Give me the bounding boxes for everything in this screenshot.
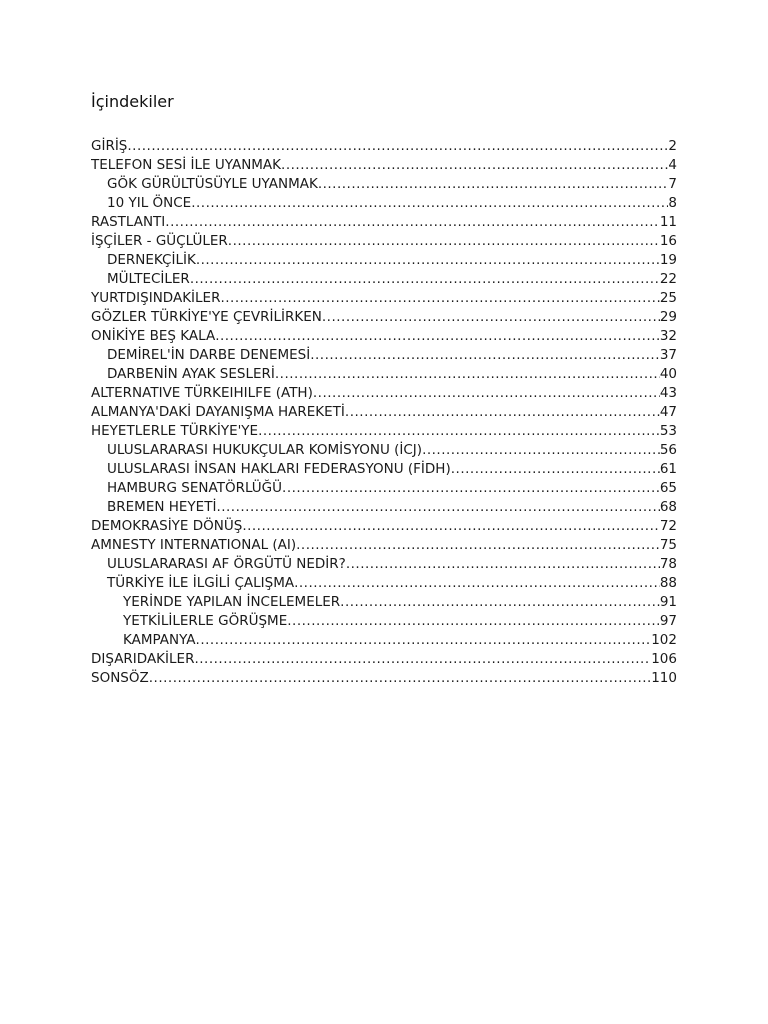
dot-leader (340, 593, 660, 612)
dot-leader (196, 251, 660, 270)
dot-leader (345, 403, 660, 422)
dot-leader (127, 137, 668, 156)
dot-leader (294, 574, 660, 593)
dot-leader (310, 346, 660, 365)
toc-entry[interactable] (91, 327, 677, 346)
table-of-contents (91, 137, 677, 688)
toc-entry[interactable] (91, 232, 677, 251)
toc-title: İçindekiler (91, 92, 174, 111)
toc-entry-page-number: 106 (651, 651, 677, 667)
toc-entry-title: YERİNDE YAPILAN İNCELEMELER (123, 594, 341, 610)
toc-entry[interactable] (91, 669, 677, 688)
toc-entry-title: ULUSLARASI İNSAN HAKLARI FEDERASYONU (FİDH) (107, 461, 451, 477)
toc-entry[interactable] (91, 612, 677, 631)
toc-entry[interactable] (91, 270, 677, 289)
toc-entry-page-number: 78 (659, 556, 677, 572)
toc-entry-page-number: 29 (659, 309, 677, 325)
toc-entry-page-number: 110 (651, 670, 677, 686)
toc-entry-page-number: 53 (659, 423, 677, 439)
toc-entry-page-number: 11 (659, 214, 677, 230)
toc-entry-title: HEYETLERLE TÜRKİYE'YE (91, 423, 259, 439)
toc-entry-page-number: 7 (668, 176, 677, 192)
toc-entry-title: ULUSLARARASI AF ÖRGÜTÜ NEDİR? (107, 556, 346, 572)
toc-entry[interactable] (91, 384, 677, 403)
toc-entry-title: HAMBURG SENATÖRLÜĞÜ (107, 480, 283, 496)
toc-entry-title: AMNESTY INTERNATIONAL (AI) (91, 537, 297, 553)
toc-entry[interactable] (91, 403, 677, 422)
toc-entry-page-number: 16 (659, 233, 677, 249)
toc-entry-page-number: 37 (659, 347, 677, 363)
toc-entry[interactable] (91, 308, 677, 327)
toc-entry-title: İŞÇİLER - GÜÇLÜLER (91, 233, 228, 249)
toc-entry-page-number: 56 (659, 442, 677, 458)
toc-entry-title: DERNEKÇİLİK (107, 252, 196, 268)
dot-leader (282, 479, 660, 498)
toc-entry-page-number: 32 (659, 328, 677, 344)
toc-entry[interactable] (91, 346, 677, 365)
toc-entry[interactable] (91, 536, 677, 555)
toc-entry-page-number: 47 (659, 404, 677, 420)
dot-leader (322, 308, 660, 327)
dot-leader (451, 460, 660, 479)
toc-entry-page-number: 4 (668, 157, 677, 173)
toc-entry[interactable] (91, 194, 677, 213)
dot-leader (275, 365, 660, 384)
toc-entry-title: TELEFON SESİ İLE UYANMAK (91, 157, 282, 173)
toc-entry-page-number: 22 (659, 271, 677, 287)
toc-entry-page-number: 88 (659, 575, 677, 591)
toc-entry-title: YURTDIŞINDAKİLER (91, 290, 221, 306)
toc-entry[interactable] (91, 213, 677, 232)
dot-leader (313, 384, 660, 403)
toc-entry-page-number: 2 (668, 138, 677, 154)
dot-leader (228, 232, 660, 251)
dot-leader (346, 555, 660, 574)
toc-entry-title: ALMANYA'DAKİ DAYANIŞMA HAREKETİ (91, 404, 345, 420)
toc-entry-page-number: 61 (659, 461, 677, 477)
toc-entry-title: GÖK GÜRÜLTÜSÜYLE UYANMAK (107, 176, 318, 192)
toc-entry-page-number: 91 (659, 594, 677, 610)
dot-leader (242, 517, 660, 536)
toc-entry-title: BREMEN HEYETİ (107, 499, 217, 515)
toc-entry[interactable] (91, 631, 677, 650)
toc-entry-title: KAMPANYA (123, 632, 196, 648)
toc-entry-title: TÜRKİYE İLE İLGİLİ ÇALIŞMA (107, 575, 295, 591)
toc-entry[interactable] (91, 574, 677, 593)
toc-entry[interactable] (91, 650, 677, 669)
dot-leader (296, 536, 660, 555)
toc-entry-title: 10 YIL ÖNCE (107, 195, 192, 211)
toc-entry-page-number: 68 (659, 499, 677, 515)
dot-leader (191, 194, 668, 213)
toc-entry-page-number: 8 (668, 195, 677, 211)
toc-entry-title: YETKİLİLERLE GÖRÜŞME (123, 613, 288, 629)
dot-leader (318, 175, 669, 194)
dot-leader (149, 669, 651, 688)
toc-entry-title: MÜLTECİLER (107, 271, 190, 287)
toc-entry-title: DARBENİN AYAK SESLERİ (107, 366, 275, 382)
toc-entry-page-number: 102 (651, 632, 677, 648)
dot-leader (220, 289, 659, 308)
toc-entry[interactable] (91, 479, 677, 498)
toc-entry[interactable] (91, 460, 677, 479)
toc-entry[interactable] (91, 422, 677, 441)
toc-entry-title: DEMİREL'İN DARBE DENEMESİ (107, 347, 311, 363)
dot-leader (190, 270, 660, 289)
dot-leader (194, 650, 651, 669)
toc-entry-page-number: 65 (659, 480, 677, 496)
toc-entry[interactable] (91, 365, 677, 384)
toc-entry-title: RASTLANTI (91, 214, 166, 230)
toc-entry[interactable] (91, 156, 677, 175)
dot-leader (287, 612, 660, 631)
toc-entry-page-number: 43 (659, 385, 677, 401)
dot-leader (216, 498, 659, 517)
toc-entry-page-number: 25 (659, 290, 677, 306)
toc-entry-title: SONSÖZ (91, 670, 149, 686)
toc-entry[interactable] (91, 175, 677, 194)
toc-entry[interactable] (91, 498, 677, 517)
toc-entry[interactable] (91, 517, 677, 536)
toc-entry[interactable] (91, 289, 677, 308)
toc-entry[interactable] (91, 137, 677, 156)
toc-entry-title: ULUSLARARASI HUKUKÇULAR KOMİSYONU (İCJ) (107, 442, 423, 458)
toc-entry-page-number: 72 (659, 518, 677, 534)
toc-entry-page-number: 19 (659, 252, 677, 268)
toc-entry[interactable] (91, 593, 677, 612)
dot-leader (215, 327, 660, 346)
toc-entry-title: ALTERNATIVE TÜRKEIHILFE (ATH) (91, 385, 313, 401)
dot-leader (281, 156, 668, 175)
toc-entry-title: GÖZLER TÜRKİYE'YE ÇEVRİLİRKEN (91, 309, 322, 325)
dot-leader (165, 213, 660, 232)
dot-leader (258, 422, 660, 441)
toc-entry-title: DIŞARIDAKİLER (91, 651, 195, 667)
dot-leader (422, 441, 660, 460)
toc-entry[interactable] (91, 441, 677, 460)
toc-entry-title: GİRİŞ (91, 138, 128, 154)
toc-entry-page-number: 97 (659, 613, 677, 629)
toc-entry-title: DEMOKRASİYE DÖNÜŞ (91, 518, 243, 534)
toc-entry[interactable] (91, 251, 677, 270)
dot-leader (196, 631, 652, 650)
toc-entry-title: ONİKİYE BEŞ KALA (91, 328, 216, 344)
toc-entry-page-number: 40 (659, 366, 677, 382)
toc-entry-page-number: 75 (659, 537, 677, 553)
toc-entry[interactable] (91, 555, 677, 574)
